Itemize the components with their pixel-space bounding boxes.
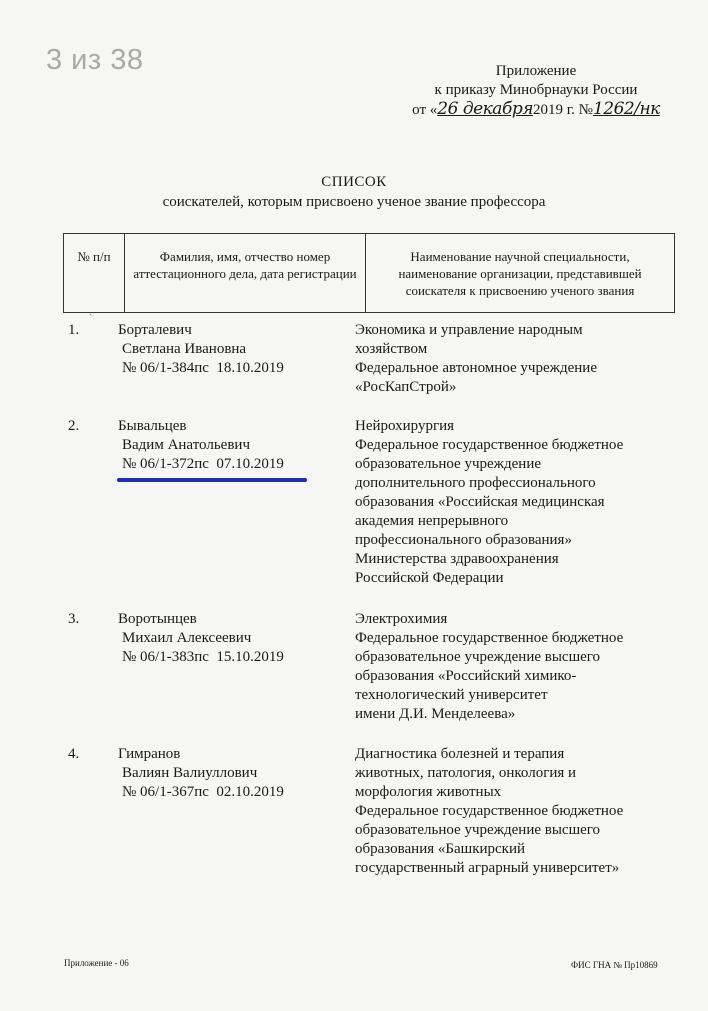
specialty-line: имени Д.И. Менделеева» <box>355 706 516 722</box>
entry-surname: Борталевич <box>118 322 192 338</box>
specialty-line: Министерства здравоохранения <box>355 551 559 567</box>
entry-registration: № 06/1-383пс 15.10.2019 <box>122 649 284 665</box>
entry-number: 4. <box>68 746 80 762</box>
entry-specialty <box>355 745 685 878</box>
specialty-line: дополнительного профессионального <box>355 475 596 491</box>
handwritten-order-number: 1262/нк <box>592 99 660 119</box>
specialty-line: морфология животных <box>355 784 502 800</box>
specialty-line: образовательное учреждение высшего <box>355 822 601 838</box>
specialty-line: государственный аграрный университет» <box>355 860 620 876</box>
specialty-line: образования «Башкирский <box>355 841 526 857</box>
entry-registration: № 06/1-367пс 02.10.2019 <box>122 784 284 800</box>
handwritten-date: 26 декабря <box>437 99 533 119</box>
specialty-line: технологический университет <box>355 687 548 703</box>
entry-surname: Бывальцев <box>118 418 187 434</box>
specialty-line: Федеральное государственное бюджетное <box>355 437 624 453</box>
footer-document-id: ФИС ГНА № Пр10869 <box>571 960 658 970</box>
specialty-line: Федеральное государственное бюджетное <box>355 630 624 646</box>
specialty-line: животных, патология, онкология и <box>355 765 577 781</box>
page-counter: 3 из 38 <box>46 44 144 76</box>
entry-name-block <box>118 417 338 474</box>
entry-given-name: Валиян Валиуллович <box>122 765 258 781</box>
document-subtitle: соискателей, которым присвоено ученое звание профессора <box>162 194 546 210</box>
entry-specialty <box>355 417 685 588</box>
entry-number: 2. <box>68 418 80 434</box>
entry-given-name: Светлана Ивановна <box>122 341 247 357</box>
specialty-line: академия непрерывного <box>355 513 509 529</box>
header-specialty-column: Наименование научной специальности, наименование организации, представившей соискателя к присвоению ученого звания <box>366 234 675 313</box>
scan-mark: ˎ <box>89 305 93 316</box>
entry-number: 1. <box>68 322 80 338</box>
entry-given-name: Михаил Алексеевич <box>122 630 252 646</box>
date-suffix: 2019 г. № <box>532 102 593 118</box>
appendix-label: Приложение <box>495 63 577 79</box>
entry-registration: № 06/1-384пс 18.10.2019 <box>122 360 284 376</box>
specialty-line: Федеральное государственное бюджетное <box>355 803 624 819</box>
specialty-line: образования «Российский химико- <box>355 668 577 684</box>
specialty-line: Электрохимия <box>355 611 448 627</box>
entry-name-block <box>118 745 338 802</box>
document-title: СПИСОК <box>321 174 387 190</box>
entry-name-block <box>118 610 338 667</box>
entry-name-block <box>118 321 338 378</box>
specialty-line: хозяйством <box>355 341 428 357</box>
specialty-line: Федеральное автономное учреждение <box>355 360 597 376</box>
entry-number: 3. <box>68 611 80 627</box>
header-number-column: № п/п <box>64 234 125 313</box>
specialty-line: Нейрохирургия <box>355 418 455 434</box>
specialty-line: Экономика и управление народным <box>355 322 583 338</box>
header-name-column: Фамилия, имя, отчество номер аттестационного дела, дата регистрации <box>125 234 366 313</box>
entry-given-name: Вадим Анатольевич <box>122 437 250 453</box>
appendix-date-line <box>396 100 676 120</box>
specialty-line: профессионального образования» <box>355 532 572 548</box>
highlight-underline <box>117 478 307 482</box>
specialty-line: образовательное учреждение <box>355 456 542 472</box>
date-prefix: от « <box>412 102 438 118</box>
entry-specialty <box>355 610 685 724</box>
entry-surname: Гимранов <box>118 746 181 762</box>
entry-specialty <box>355 321 685 397</box>
specialty-line: Российской Федерации <box>355 570 504 586</box>
specialty-line: образования «Российская медицинская <box>355 494 605 510</box>
entry-surname: Воротынцев <box>118 611 197 627</box>
appendix-header <box>396 62 676 120</box>
specialty-line: образовательное учреждение высшего <box>355 649 601 665</box>
entry-registration: № 06/1-372пс 07.10.2019 <box>122 456 284 472</box>
specialty-line: «РосКапСтрой» <box>355 379 457 395</box>
specialty-line: Диагностика болезней и терапия <box>355 746 565 762</box>
appendix-order-ref: к приказу Минобрнауки России <box>434 82 638 98</box>
list-table-header <box>63 233 675 313</box>
footer-appendix-ref: Приложение - 06 <box>64 958 129 968</box>
